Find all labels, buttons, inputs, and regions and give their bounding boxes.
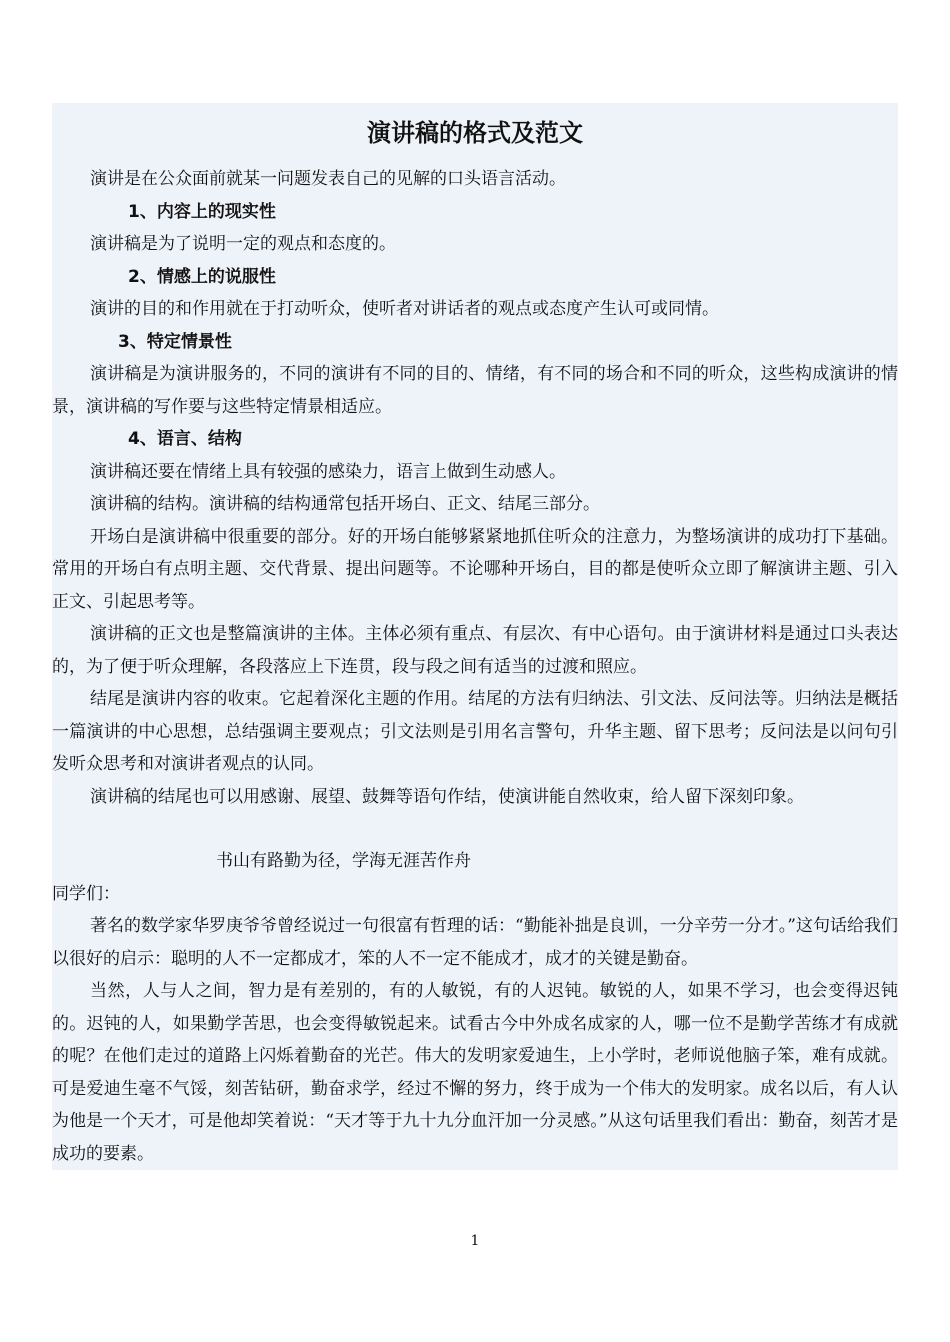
structure-paragraph: 演讲稿的结构。演讲稿的结构通常包括开场白、正文、结尾三部分。 [90, 494, 600, 514]
section-heading: 3、特定情景性 [118, 331, 232, 352]
structure-paragraph: 演讲稿的正文也是整篇演讲的主体。主体必须有重点、有层次、有中心语句。由于演讲材料是通过口头表达的，为了便于听众理解，各段落应上下连贯，段与段之间有适当的过渡和照应。 [52, 624, 898, 677]
section-paragraph: 演讲稿是为了说明一定的观点和态度的。 [90, 234, 396, 254]
sample-paragraph: 著名的数学家华罗庚爷爷曾经说过一句很富有哲理的话：“勤能补拙是良训，一分辛劳一分才。”这句话给我们以很好的启示：聪明的人不一定都成才，笨的人不一定不能成才，成才的关键是勤奋。 [52, 916, 898, 969]
sample-subtitle: 书山有路勤为径，学海无涯苦作舟 [216, 851, 471, 871]
structure-paragraph: 结尾是演讲内容的收束。它起着深化主题的作用。结尾的方法有归纳法、引文法、反问法等。归纳法是概括一篇演讲的中心思想，总结强调主要观点；引文法则是引用名言警句，升华主题、留下思考；反问法是以问句引发听众思考和对演讲者观点的认同。 [52, 689, 898, 774]
blank-line [52, 813, 898, 845]
structure-paragraph: 开场白是演讲稿中很重要的部分。好的开场白能够紧紧地抓住听众的注意力，为整场演讲的成功打下基础。常用的开场白有点明主题、交代背景、提出问题等。不论哪种开场白，目的都是使听众立即了解演讲主题、引入正文、引起思考等。 [52, 526, 898, 612]
section-paragraph: 演讲的目的和作用就在于打动听众，使听者对讲话者的观点或态度产生认可或同情。 [90, 299, 719, 319]
section-heading: 1、内容上的现实性 [128, 201, 276, 222]
section-paragraph: 演讲稿是为演讲服务的，不同的演讲有不同的目的、情绪，有不同的场合和不同的听众，这些构成演讲的情景，演讲稿的写作要与这些特定情景相适应。 [52, 364, 898, 417]
section-paragraph: 演讲稿还要在情绪上具有较强的感染力，语言上做到生动感人。 [90, 461, 566, 482]
page-number: 1 [470, 1233, 480, 1249]
sample-greeting: 同学们： [52, 883, 120, 904]
intro-paragraph: 演讲是在公众面前就某一问题发表自己的见解的口头语言活动。 [90, 169, 566, 189]
document-title: 演讲稿的格式及范文 [367, 119, 583, 147]
sample-paragraph: 当然，人与人之间，智力是有差别的，有的人敏锐，有的人迟钝。敏锐的人，如果不学习，也会变得迟钝的。迟钝的人，如果勤学苦思，也会变得敏锐起来。试看古今中外成名成家的人，哪一位不是勤学苦练才有成就的呢？在他们走过的道路上闪烁着勤奋的光芒。伟大的发明家爱迪生，上小学时，老师说他脑子笨，难有成就。可是爱迪生毫不气馁，刻苦钻研，勤奋求学，经过不懈的努力，终于成为一个伟大的发明家。成名以后，有人认为他是一个天才，可是他却笑着说：“天才等于九十九分血汗加一分灵感。”从这句话里我们看出：勤奋，刻苦才是成功的要素。 [52, 981, 898, 1164]
section-heading: 2、情感上的说服性 [128, 266, 276, 287]
section-heading: 4、语言、结构 [128, 429, 242, 449]
structure-paragraph: 演讲稿的结尾也可以用感谢、展望、鼓舞等语句作结，使演讲能自然收束，给人留下深刻印象。 [90, 786, 804, 807]
document-body [52, 103, 898, 1170]
